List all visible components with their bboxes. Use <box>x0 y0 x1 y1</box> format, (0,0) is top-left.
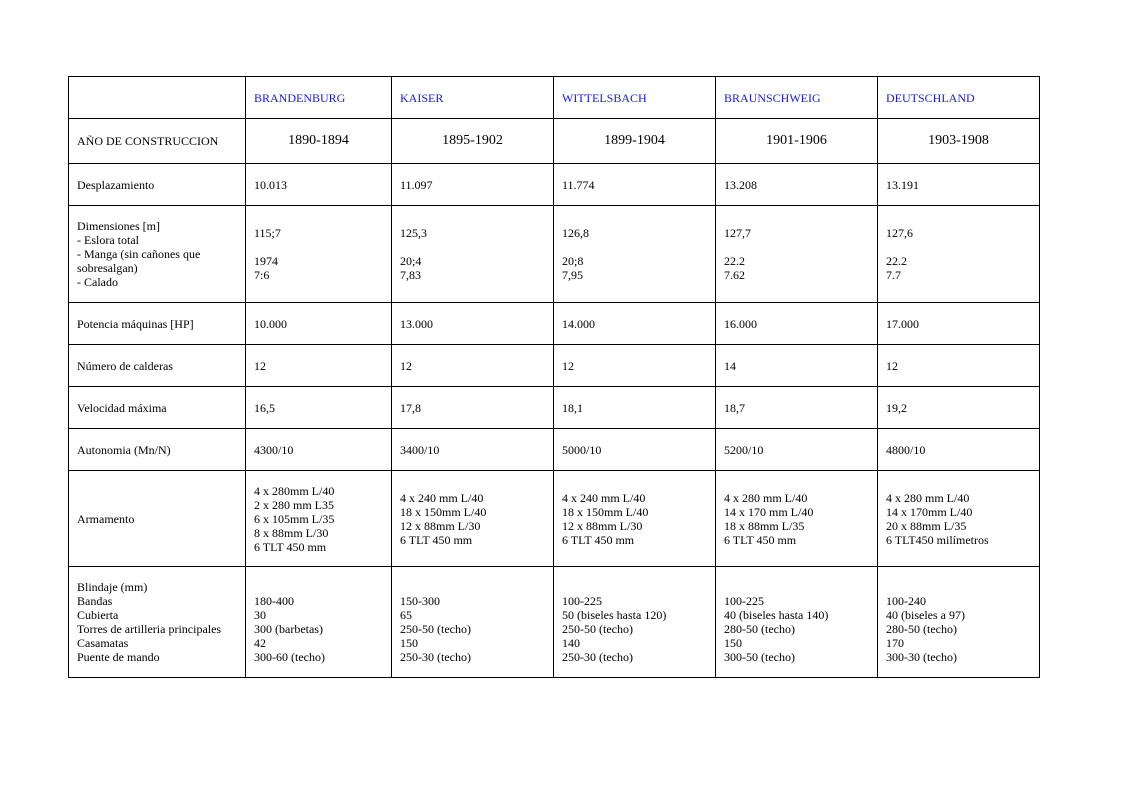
armament-line: 8 x 88mm L/30 <box>254 525 329 540</box>
armament-line: 20 x 88mm L/35 <box>886 518 967 533</box>
armament-line: 14 x 170 mm L/40 <box>724 504 814 519</box>
armor-line: 65 <box>400 608 412 622</box>
armament-line: 6 TLT 450 mm <box>400 532 473 547</box>
cell-displacement: 13.191 <box>878 164 1040 206</box>
armor-line: 250-30 (techo) <box>400 650 471 664</box>
header-ship-deutschland: DEUTSCHLAND <box>878 77 1040 119</box>
cell-displacement: 13.208 <box>716 164 878 206</box>
header-ship-brandenburg: BRANDENBURG <box>246 77 392 119</box>
cell-armor <box>554 567 716 678</box>
cell-power: 10.000 <box>246 303 392 345</box>
armor-line: 40 (biseles hasta 140) <box>724 608 829 622</box>
table-row-year <box>69 119 1040 164</box>
cell-displacement: 11.774 <box>554 164 716 206</box>
eslora-value: 127,6 <box>886 226 913 240</box>
armament-line: 4 x 240 mm L/40 <box>400 490 484 505</box>
cell-power: 14.000 <box>554 303 716 345</box>
table-row-range <box>69 429 1040 471</box>
dimensions-label-line: sobresalgan) <box>77 261 138 275</box>
manga-value: 22.2 <box>724 254 745 268</box>
dimensions-label-line: - Manga (sin cañones que <box>77 247 201 261</box>
cell-max-speed: 16,5 <box>246 387 392 429</box>
armor-line: 280-50 (techo) <box>886 622 957 636</box>
row-label-armor <box>69 567 246 678</box>
armament-line: 4 x 240 mm L/40 <box>562 490 646 505</box>
cell-dimensions <box>716 206 878 303</box>
armor-line: 42 <box>254 636 266 650</box>
armor-line: 30 <box>254 608 266 622</box>
armor-label-line: Cubierta <box>77 608 119 622</box>
armor-line: 150 <box>724 636 742 650</box>
cell-armament <box>554 471 716 567</box>
armament-line: 6 TLT450 milímetros <box>886 532 989 547</box>
armor-line: 250-30 (techo) <box>562 650 633 664</box>
eslora-value: 125,3 <box>400 226 427 240</box>
header-ship-kaiser: KAISER <box>392 77 554 119</box>
cell-boilers: 12 <box>878 345 1040 387</box>
row-label-boilers: Número de calderas <box>69 345 246 387</box>
cell-armament <box>392 471 554 567</box>
header-ship-braunschweig: BRAUNSCHWEIG <box>716 77 878 119</box>
cell-armament <box>246 471 392 567</box>
table-row-max-speed <box>69 387 1040 429</box>
armor-line: 250-50 (techo) <box>400 622 471 636</box>
dimensions-label-line: - Eslora total <box>77 233 139 247</box>
manga-value: 1974 <box>254 254 278 268</box>
armament-line: 4 x 280 mm L/40 <box>724 490 808 505</box>
cell-boilers: 12 <box>554 345 716 387</box>
armor-line: 100-225 <box>724 594 764 608</box>
armor-label-line: Bandas <box>77 594 113 608</box>
cell-dimensions <box>878 206 1040 303</box>
armor-line: 150 <box>400 636 418 650</box>
manga-value: 22.2 <box>886 254 907 268</box>
armor-line: 250-50 (techo) <box>562 622 633 636</box>
armor-line: 140 <box>562 636 580 650</box>
cell-power: 16.000 <box>716 303 878 345</box>
cell-max-speed: 17,8 <box>392 387 554 429</box>
eslora-value: 127,7 <box>724 226 751 240</box>
cell-displacement: 11.097 <box>392 164 554 206</box>
table-row-armor <box>69 567 1040 678</box>
cell-dimensions <box>554 206 716 303</box>
manga-value: 20;4 <box>400 254 422 268</box>
armament-line: 6 TLT 450 mm <box>562 532 635 547</box>
cell-year: 1890-1894 <box>246 119 392 164</box>
row-label-armament: Armamento <box>69 471 246 567</box>
cell-boilers: 14 <box>716 345 878 387</box>
armor-line: 40 (biseles a 97) <box>886 608 965 622</box>
row-label-range: Autonomia (Mn/N) <box>69 429 246 471</box>
armament-line: 6 x 105mm L/35 <box>254 511 335 526</box>
armament-line: 6 TLT 450 mm <box>254 539 327 554</box>
armament-line: 4 x 280mm L/40 <box>254 483 335 498</box>
manga-value: 20;8 <box>562 254 584 268</box>
armor-label-line: Torres de artilleria principales <box>77 622 222 636</box>
armor-line: 300 (barbetas) <box>254 622 323 636</box>
cell-year: 1901-1906 <box>716 119 878 164</box>
armament-line: 12 x 88mm L/30 <box>562 518 643 533</box>
row-label-dimensions <box>69 206 246 303</box>
table-row-boilers <box>69 345 1040 387</box>
row-label-power: Potencia máquinas [HP] <box>69 303 246 345</box>
armament-line: 14 x 170mm L/40 <box>886 504 973 519</box>
table-row-power <box>69 303 1040 345</box>
armor-line: 300-60 (techo) <box>254 650 325 664</box>
armor-label-line: Puente de mando <box>77 650 160 664</box>
cell-boilers: 12 <box>392 345 554 387</box>
armor-line: 300-50 (techo) <box>724 650 795 664</box>
cell-max-speed: 18,7 <box>716 387 878 429</box>
header-ship-wittelsbach: WITTELSBACH <box>554 77 716 119</box>
cell-power: 13.000 <box>392 303 554 345</box>
row-label-displacement: Desplazamiento <box>69 164 246 206</box>
cell-range: 5000/10 <box>554 429 716 471</box>
cell-range: 4300/10 <box>246 429 392 471</box>
armor-line: 50 (biseles hasta 120) <box>562 608 667 622</box>
armor-line: 100-240 <box>886 594 926 608</box>
cell-dimensions <box>392 206 554 303</box>
header-row <box>69 77 1040 119</box>
table-row-dimensions <box>69 206 1040 303</box>
armor-line: 280-50 (techo) <box>724 622 795 636</box>
row-label-year: AÑO DE CONSTRUCCION <box>69 119 246 164</box>
armament-line: 4 x 280 mm L/40 <box>886 490 970 505</box>
cell-armor <box>246 567 392 678</box>
armament-line: 18 x 150mm L/40 <box>562 504 649 519</box>
cell-year: 1899-1904 <box>554 119 716 164</box>
calado-value: 7.7 <box>886 268 901 282</box>
armament-line: 18 x 88mm L/35 <box>724 518 805 533</box>
cell-year: 1903-1908 <box>878 119 1040 164</box>
cell-displacement: 10.013 <box>246 164 392 206</box>
calado-value: 7,95 <box>562 268 583 282</box>
cell-armament <box>878 471 1040 567</box>
armament-line: 2 x 280 mm L35 <box>254 497 334 512</box>
cell-armor <box>878 567 1040 678</box>
armor-line: 100-225 <box>562 594 602 608</box>
cell-range: 4800/10 <box>878 429 1040 471</box>
armor-line: 150-300 <box>400 594 440 608</box>
ship-comparison-table <box>68 76 1040 678</box>
armor-line: 170 <box>886 636 904 650</box>
eslora-value: 126,8 <box>562 226 589 240</box>
cell-armor <box>392 567 554 678</box>
header-corner-cell <box>69 77 246 119</box>
cell-armament <box>716 471 878 567</box>
armor-line: 180-400 <box>254 594 294 608</box>
calado-value: 7:6 <box>254 268 270 282</box>
dimensions-label-line: - Calado <box>77 275 118 289</box>
armament-line: 12 x 88mm L/30 <box>400 518 481 533</box>
cell-range: 5200/10 <box>716 429 878 471</box>
cell-power: 17.000 <box>878 303 1040 345</box>
eslora-value: 115;7 <box>254 226 281 240</box>
armor-label-line: Blindaje (mm) <box>77 580 148 594</box>
calado-value: 7.62 <box>724 268 745 282</box>
armor-label-line: Casamatas <box>77 636 129 650</box>
armor-line: 300-30 (techo) <box>886 650 957 664</box>
row-label-max-speed: Velocidad máxima <box>69 387 246 429</box>
cell-armor <box>716 567 878 678</box>
table-row-armament <box>69 471 1040 567</box>
cell-range: 3400/10 <box>392 429 554 471</box>
cell-max-speed: 19,2 <box>878 387 1040 429</box>
cell-dimensions <box>246 206 392 303</box>
cell-boilers: 12 <box>246 345 392 387</box>
armament-line: 18 x 150mm L/40 <box>400 504 487 519</box>
dimensions-label-line: Dimensiones [m] <box>77 219 160 233</box>
table-row-displacement <box>69 164 1040 206</box>
calado-value: 7,83 <box>400 268 421 282</box>
cell-max-speed: 18,1 <box>554 387 716 429</box>
cell-year: 1895-1902 <box>392 119 554 164</box>
armament-line: 6 TLT 450 mm <box>724 532 797 547</box>
